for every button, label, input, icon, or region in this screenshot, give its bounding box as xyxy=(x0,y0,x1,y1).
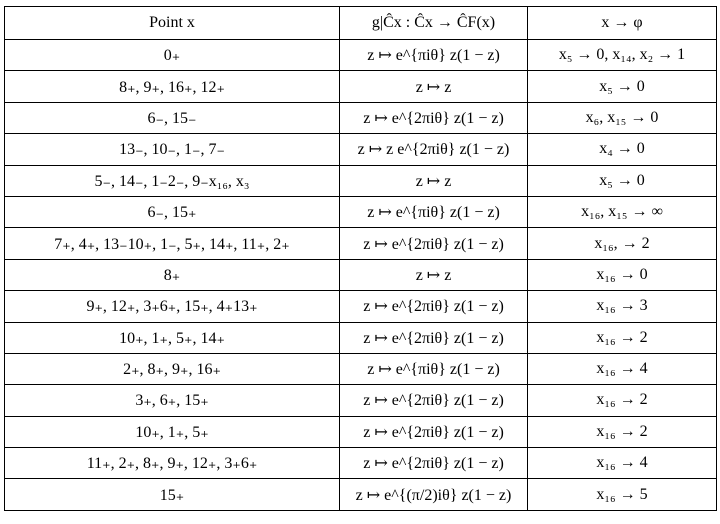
limit-cell: x₁₆ → 4 xyxy=(528,353,717,384)
point-cell: 8₊, 9₊, 16₊, 12₊ xyxy=(5,71,340,102)
table-row xyxy=(5,416,717,447)
map-cell: z ↦ e^{(π/2)iθ} z(1 − z) xyxy=(340,479,528,510)
map-cell: z ↦ z xyxy=(340,71,528,102)
limit-cell: x₁₆, → 2 xyxy=(528,228,717,259)
map-cell: z ↦ z xyxy=(340,165,528,196)
table-row xyxy=(5,479,717,510)
map-cell: z ↦ z e^{2πiθ} z(1 − z) xyxy=(340,134,528,165)
table-row xyxy=(5,353,717,384)
point-cell: 2₊, 8₊, 9₊, 16₊ xyxy=(5,353,340,384)
table-row xyxy=(5,71,717,102)
header-map: g|Ĉx : Ĉx → ĈF(x) xyxy=(340,7,528,40)
table-row xyxy=(5,291,717,322)
limit-cell: x₁₆ → 2 xyxy=(528,416,717,447)
table-row xyxy=(5,165,717,196)
point-cell: 5₋, 14₋, 1₋2₋, 9₋x₁₆, x₃ xyxy=(5,165,340,196)
point-cell: 0₊ xyxy=(5,40,340,71)
point-cell: 10₊, 1₊, 5₊, 14₊ xyxy=(5,322,340,353)
table-row xyxy=(5,134,717,165)
limit-cell: x₅ → 0 xyxy=(528,71,717,102)
table-row xyxy=(5,196,717,227)
map-cell: z ↦ z xyxy=(340,259,528,290)
limit-cell: x₅ → 0, x₁₄, x₂ → 1 xyxy=(528,40,717,71)
point-cell: 7₊, 4₊, 13₋10₊, 1₋, 5₊, 14₊, 11₊, 2₊ xyxy=(5,228,340,259)
table-row xyxy=(5,322,717,353)
limit-cell: x₁₆ → 2 xyxy=(528,322,717,353)
limit-cell: x₁₆ → 0 xyxy=(528,259,717,290)
map-cell: z ↦ e^{2πiθ} z(1 − z) xyxy=(340,228,528,259)
point-cell: 8₊ xyxy=(5,259,340,290)
table-row xyxy=(5,448,717,479)
point-cell: 15₊ xyxy=(5,479,340,510)
point-cell: 9₊, 12₊, 3₊6₊, 15₊, 4₊13₊ xyxy=(5,291,340,322)
limit-cell: x₅ → 0 xyxy=(528,165,717,196)
point-cell: 11₊, 2₊, 8₊, 9₊, 12₊, 3₊6₊ xyxy=(5,448,340,479)
header-row xyxy=(5,7,717,40)
map-cell: z ↦ e^{2πiθ} z(1 − z) xyxy=(340,322,528,353)
point-cell: 10₊, 1₊, 5₊ xyxy=(5,416,340,447)
map-cell: z ↦ e^{2πiθ} z(1 − z) xyxy=(340,291,528,322)
map-cell: z ↦ e^{πiθ} z(1 − z) xyxy=(340,353,528,384)
limit-cell: x₁₆ → 2 xyxy=(528,385,717,416)
table-row xyxy=(5,385,717,416)
limit-cell: x₁₆, x₁₅ → ∞ xyxy=(528,196,717,227)
limit-cell: x₆, x₁₅ → 0 xyxy=(528,102,717,133)
map-cell: z ↦ e^{2πiθ} z(1 − z) xyxy=(340,102,528,133)
limit-cell: x₄ → 0 xyxy=(528,134,717,165)
point-cell: 6₋, 15₋ xyxy=(5,102,340,133)
header-limit: x → φ xyxy=(528,7,717,40)
map-cell: z ↦ e^{2πiθ} z(1 − z) xyxy=(340,416,528,447)
limit-cell: x₁₆ → 5 xyxy=(528,479,717,510)
table-row xyxy=(5,102,717,133)
point-cell: 6₋, 15₊ xyxy=(5,196,340,227)
table-row xyxy=(5,259,717,290)
header-point: Point x xyxy=(5,7,340,40)
point-cell: 3₊, 6₊, 15₊ xyxy=(5,385,340,416)
map-cell: z ↦ e^{2πiθ} z(1 − z) xyxy=(340,448,528,479)
map-cell: z ↦ e^{2πiθ} z(1 − z) xyxy=(340,385,528,416)
point-cell: 13₋, 10₋, 1₋, 7₋ xyxy=(5,134,340,165)
table-row xyxy=(5,228,717,259)
table-row xyxy=(5,40,717,71)
map-cell: z ↦ e^{πiθ} z(1 − z) xyxy=(340,40,528,71)
limit-cell: x₁₆ → 3 xyxy=(528,291,717,322)
map-cell: z ↦ e^{πiθ} z(1 − z) xyxy=(340,196,528,227)
point-table xyxy=(4,6,717,511)
limit-cell: x₁₆ → 4 xyxy=(528,448,717,479)
